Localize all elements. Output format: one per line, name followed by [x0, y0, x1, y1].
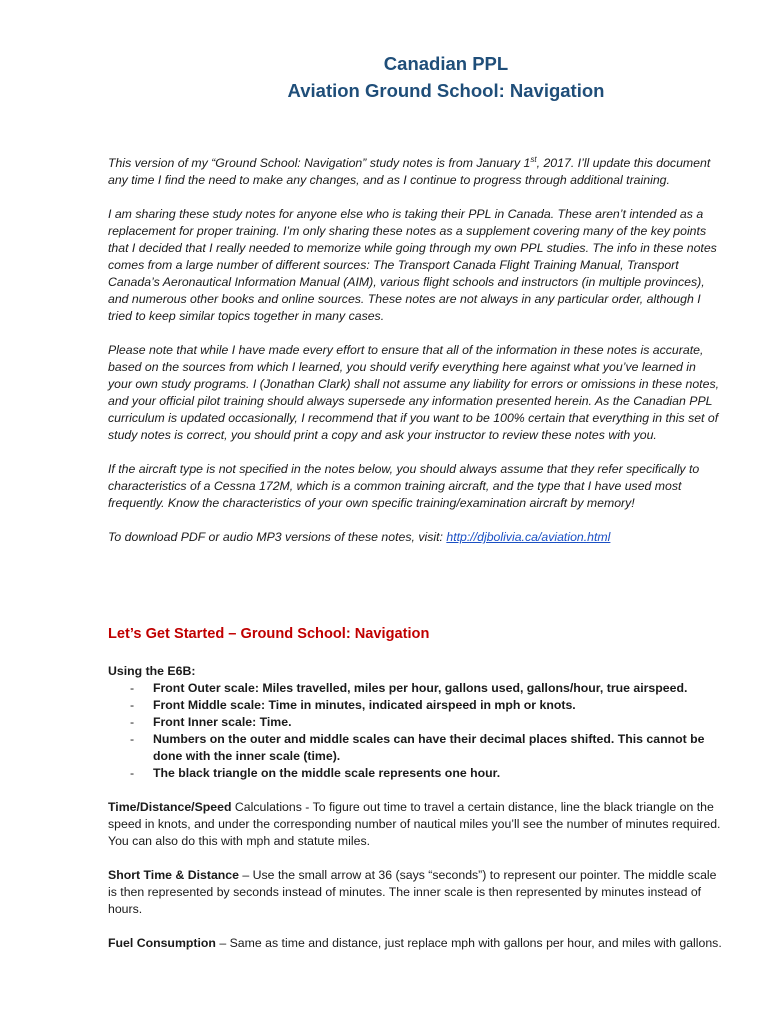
- list-item: [108, 714, 723, 731]
- paragraph-fuel-consumption: [108, 935, 723, 952]
- list-item: [108, 765, 723, 782]
- bullet-dash: -: [130, 732, 135, 746]
- paragraph-label: Fuel Consumption: [108, 936, 216, 950]
- list-item: [108, 697, 723, 714]
- list-item-text: Front Middle scale: Time in minutes, indicated airspeed in mph or knots.: [153, 698, 576, 712]
- bullet-dash: -: [130, 681, 135, 695]
- document-title: [246, 50, 646, 104]
- paragraph-time-distance-speed: [108, 799, 723, 850]
- paragraph-label: Short Time & Distance: [108, 868, 239, 882]
- intro-paragraph-download: [108, 529, 723, 546]
- list-item-text: Front Inner scale: Time.: [153, 715, 292, 729]
- list-item-text: Front Outer scale: Miles travelled, miles per hour, gallons used, gallons/hour, true airspeed.: [153, 681, 688, 695]
- section-heading: Let’s Get Started – Ground School: Navigation: [108, 626, 430, 642]
- e6b-heading: Using the E6B:: [108, 664, 196, 678]
- intro-section: [108, 155, 723, 563]
- title-line-1: Canadian PPL: [383, 53, 509, 74]
- intro-paragraph-disclaimer: Please note that while I have made every effort to ensure that all of the information in these notes is accurate, based on the sources from which I learned, you should verify everything here against what you’ve learned in your own study programs. I (Jonathan Clark) shall not assume any liability for errors or omissions in these notes, and your official pilot training should always supersede any information presented herein. As the Canadian PPL curriculum is updated occasionally, I recommend that if you want to be 100% certain that everything in this set of study notes is correct, you should print a copy and ask your instructor to review these notes with you.: [108, 343, 720, 442]
- intro-p1-text: This version of my “Ground School: Navigation” study notes is from January 1: [108, 156, 531, 170]
- download-text: To download PDF or audio MP3 versions of these notes, visit:: [108, 530, 447, 544]
- intro-paragraph-sharing: I am sharing these study notes for anyone else who is taking their PPL in Canada. These aren’t intended as a replacement for proper training. I’m only sharing these notes as a supplement covering many of the key points that I decided that I really needed to memorize while going through my own PPL studies. The info in these notes comes from a large number of different sources: The Transport Canada Flight Training Manual, Transport Canada’s Aeronautical Information Manual (AIM), various flight schools and instructors (in multiple provinces), and numerous other books and online sources. These notes are not always in any particular order, although I tried to keep similar topics together in many cases.: [108, 207, 717, 323]
- e6b-list: [108, 680, 723, 782]
- paragraph-text: Calculations - To figure out time to travel a certain distance, line the black triangle on the speed in knots, and under the corresponding number of nautical miles you’ll see the number of minutes required. You can also do this with mph and statute miles.: [108, 800, 721, 848]
- intro-paragraph-version: [108, 155, 723, 189]
- list-item: [108, 731, 723, 765]
- title-line-2: Aviation Ground School: Navigation: [287, 80, 605, 101]
- bullet-dash: -: [130, 698, 135, 712]
- paragraph-text: – Use the small arrow at 36 (says “seconds”) to represent our pointer. The middle scale is then represented by seconds instead of minutes. The inner scale is then represented by minutes instead of hours.: [108, 868, 717, 916]
- paragraph-label: Time/Distance/Speed: [108, 800, 232, 814]
- list-item-text: Numbers on the outer and middle scales can have their decimal places shifted. This cannot be done with the inner scale (time).: [153, 732, 705, 763]
- bullet-dash: -: [130, 715, 135, 729]
- paragraph-text: – Same as time and distance, just replace mph with gallons per hour, and miles with gallons.: [215, 936, 722, 950]
- download-link[interactable]: http://djbolivia.ca/aviation.html: [446, 530, 611, 544]
- intro-p1-superscript: st: [530, 154, 537, 164]
- list-item: [108, 680, 723, 697]
- paragraph-short-time-distance: [108, 867, 723, 918]
- intro-paragraph-aircraft: If the aircraft type is not specified in the notes below, you should always assume that they refer specifically to characteristics of a Cessna 172M, which is a common training aircraft, and the type that I have used most frequently. Know the characteristics of your own specific training/examination aircraft by memory!: [108, 462, 700, 510]
- bullet-dash: -: [130, 766, 135, 780]
- list-item-text: The black triangle on the middle scale represents one hour.: [153, 766, 501, 780]
- navigation-content: [108, 663, 723, 969]
- intro-p1-text-cont: , 2017. I’ll update this document any time I find the need to make any changes, and as I continue to progress through additional training.: [108, 156, 711, 187]
